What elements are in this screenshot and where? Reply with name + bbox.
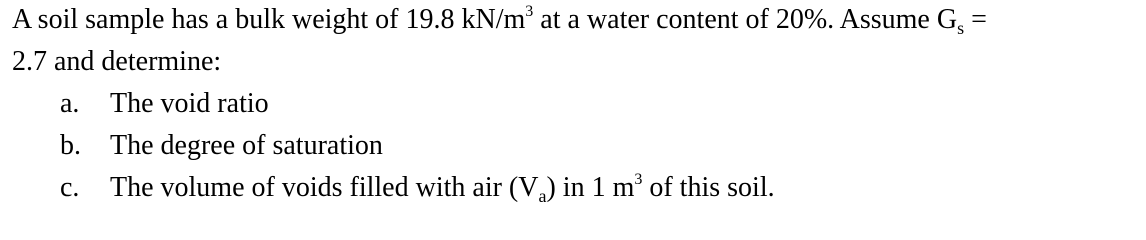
list-item-a <box>60 88 269 120</box>
list-marker: b. <box>60 130 81 161</box>
list-item-text-a: The volume of voids filled with air (V <box>110 172 539 203</box>
list-marker: c. <box>60 172 80 203</box>
list-item-b <box>60 130 383 162</box>
list-item-subscript: a <box>538 186 547 206</box>
list-item-text: The void ratio <box>110 88 269 119</box>
problem-statement-line-1 <box>12 4 987 36</box>
intro-text-b: at a water content of 20%. Assume G <box>533 4 958 35</box>
list-item-text: The degree of saturation <box>110 130 383 161</box>
list-item-c <box>60 172 775 204</box>
list-item-text-b: ) in 1 m <box>546 172 635 203</box>
intro-text-c: = <box>964 4 987 35</box>
list-marker: a. <box>60 88 80 119</box>
problem-statement-line-2: 2.7 and determine: <box>12 46 222 77</box>
intro-subscript: s <box>957 18 965 38</box>
list-item-text-c: of this soil. <box>642 172 775 203</box>
list-item-superscript: 3 <box>634 171 643 188</box>
intro-text-a: A soil sample has a bulk weight of 19.8 kN/m <box>12 4 526 35</box>
intro-superscript: 3 <box>525 3 534 20</box>
